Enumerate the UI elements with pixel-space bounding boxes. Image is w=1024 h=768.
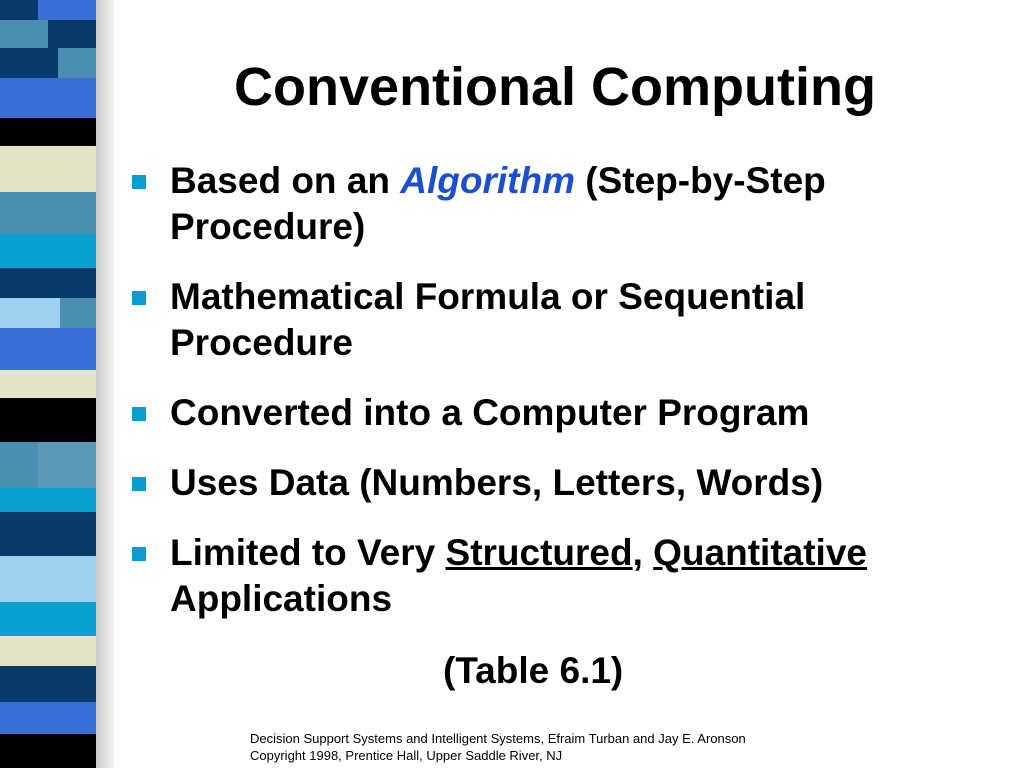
bullet-item-program xyxy=(132,390,992,436)
bullet-text-part: (Step-by-Step Procedure) xyxy=(170,160,826,247)
square-bullet-icon xyxy=(132,175,146,189)
bullet-underlined-quantitative: Quantitative xyxy=(653,532,867,573)
color-strip-graphic xyxy=(0,0,96,768)
bullet-item-algorithm xyxy=(132,158,992,250)
square-bullet-icon xyxy=(132,407,146,421)
footer-line-copyright: Copyright 1998, Prentice Hall, Upper Saddle River, NJ xyxy=(250,748,563,763)
bullet-underlined-structured: Structured xyxy=(445,532,633,573)
bullet-text: Mathematical Formula or Sequential Procedure xyxy=(170,276,806,363)
bullet-text: Converted into a Computer Program xyxy=(170,392,810,433)
bullet-text-part: Applications xyxy=(170,578,393,619)
square-bullet-icon xyxy=(132,547,146,561)
bullet-list xyxy=(132,158,992,646)
slide-title: Conventional Computing xyxy=(234,57,876,117)
bullet-text: Uses Data (Numbers, Letters, Words) xyxy=(170,462,824,503)
decorative-color-strip xyxy=(0,0,96,768)
square-bullet-icon xyxy=(132,291,146,305)
square-bullet-icon xyxy=(132,477,146,491)
footer-citation xyxy=(250,730,746,764)
bullet-emphasis-algorithm: Algorithm xyxy=(400,160,575,201)
table-reference: (Table 6.1) xyxy=(443,650,624,691)
bullet-item-data xyxy=(132,460,992,506)
footer-line-source: Decision Support Systems and Intelligent Systems, Efraim Turban and Jay E. Aronson xyxy=(250,731,746,746)
bullet-text-part: Limited to Very xyxy=(170,532,446,573)
bullet-item-formula xyxy=(132,274,992,366)
bullet-text-part: Based on an xyxy=(170,160,401,201)
bullet-item-limited xyxy=(132,530,992,622)
bullet-text-part: , xyxy=(632,532,654,573)
